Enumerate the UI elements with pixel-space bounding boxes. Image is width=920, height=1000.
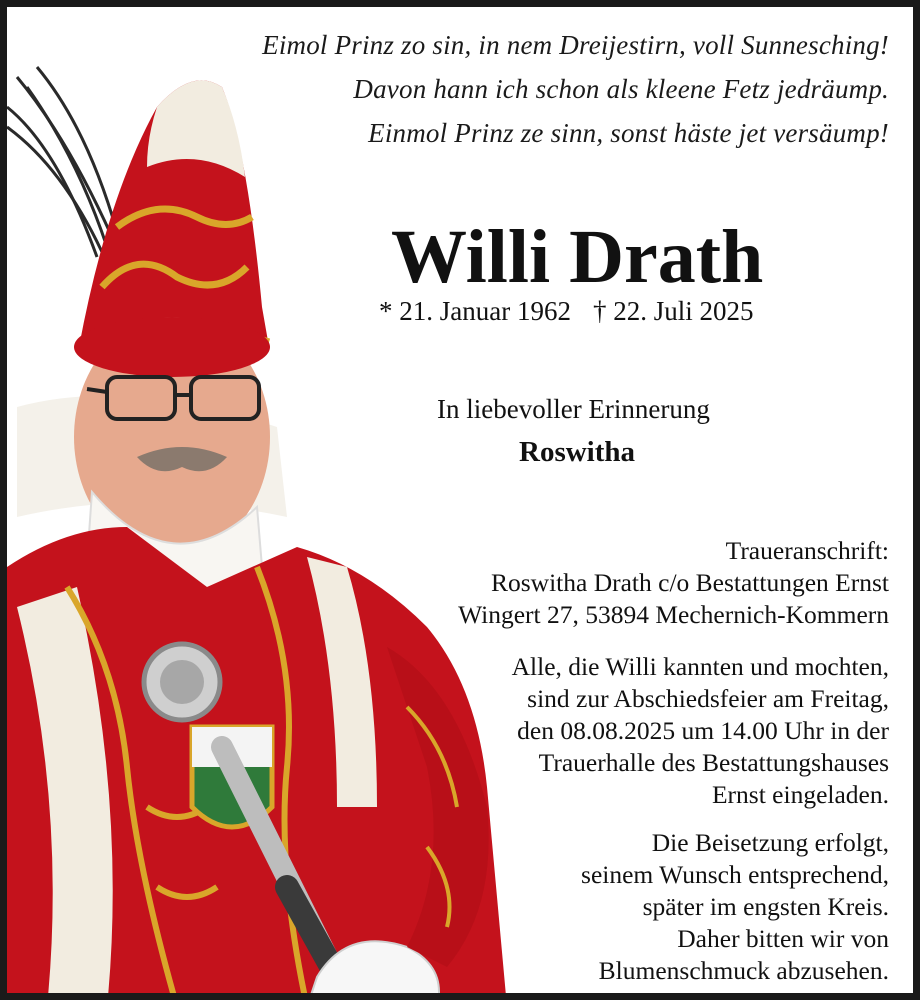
invitation-line: den 08.08.2025 um 14.00 Uhr in der [517,716,889,745]
birth-date: * 21. Januar 1962 [379,296,571,326]
invitation-line: Ernst eingeladen. [711,780,889,809]
burial-notice [581,827,889,987]
death-date: † 22. Juli 2025 [592,296,754,326]
address-line: Wingert 27, 53894 Mechernich-Kommern [458,600,889,629]
burial-line: Die Beisetzung erfolgt, [651,828,889,857]
memory-phrase: In liebevoller Erinnerung [437,394,710,424]
poem-verse [262,23,889,155]
invitation-line: Alle, die Willi kannten und mochten, [511,652,889,681]
feather-plume [7,67,117,257]
life-dates [379,293,753,329]
burial-line: seinem Wunsch entsprechend, [581,860,889,889]
signer-name: Roswitha [519,436,636,468]
burial-line: später im engsten Kreis. [642,892,889,921]
poem-line: Davon hann ich schon als kleene Fetz jedräump. [353,74,889,104]
address-line: Traueranschrift: [725,536,889,565]
portrait-photo [7,47,527,1000]
mourning-address [458,535,889,631]
deceased-name: Willi Drath [391,215,764,299]
address-line: Roswitha Drath c/o Bestattungen Ernst [490,568,889,597]
burial-line: Daher bitten wir von [677,924,889,953]
farewell-invitation [512,651,889,811]
invitation-line: sind zur Abschiedsfeier am Freitag, [527,684,889,713]
invitation-line: Trauerhalle des Bestattungshauses [538,748,889,777]
burial-line: Blumenschmuck abzusehen. [598,956,889,985]
poem-line: Eimol Prinz zo sin, in nem Dreijestirn, voll Sunnesching! [262,30,889,60]
poem-line: Einmol Prinz ze sinn, sonst häste jet versäump! [368,118,889,148]
